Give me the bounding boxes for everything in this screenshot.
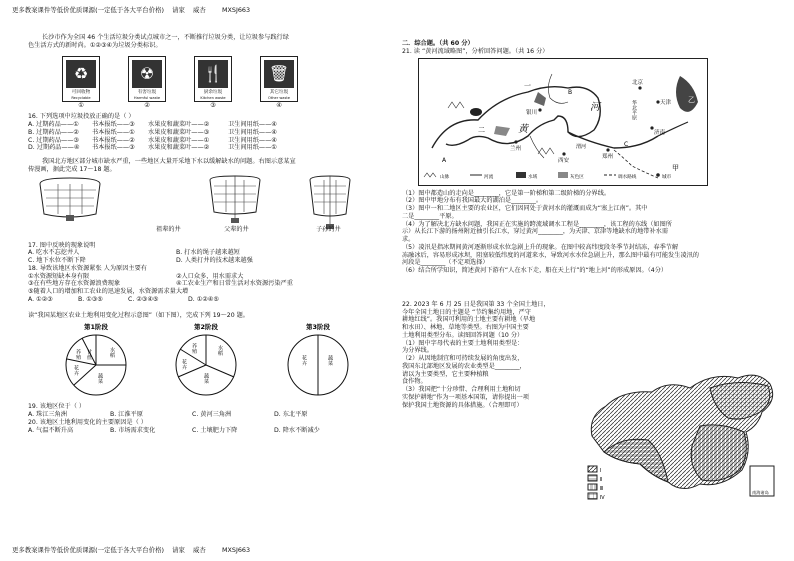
caption-parents-well: 父辈的井 xyxy=(224,225,249,233)
q21-item: （6）结合所学知识，简述黄河下游有“人在水下走，船在天上行”的“地上河”的形成原因。（4分） xyxy=(402,267,668,274)
well-intro-line-1: 我国北方地区部分城市缺水严重，一些地区大量开采地下水以缓解缺水的问题。右图示意某宣 xyxy=(42,158,296,165)
waste-bins xyxy=(62,56,388,110)
pie1-label: 蔬菜 xyxy=(97,373,103,384)
q18-item: ④工农业生产和日常生活对水资源污染严重 xyxy=(176,280,293,288)
q16-option-a xyxy=(28,121,388,129)
city-icon xyxy=(538,108,541,111)
q21-item: （2）图中甲地分布有我国最大的湖泊是________。 xyxy=(402,197,543,205)
q17-option-c: C. 地下水位不断下降 xyxy=(28,257,86,264)
opt: 水果皮和蔬菜叶——① xyxy=(148,136,210,144)
recycle-icon: ♻ xyxy=(66,60,96,88)
q21-item: 二是________平原。 xyxy=(402,212,458,220)
label-lanzhou: 兰州 xyxy=(510,145,522,152)
pie1-label: 养殖 xyxy=(75,349,81,360)
q18 xyxy=(28,265,388,304)
q21-item: 河段是________（不定项选择） xyxy=(402,259,489,267)
q20-option-b: B. 市场需求变化 xyxy=(110,426,156,434)
bin-number: ③ xyxy=(210,101,216,109)
well-intro-line-2: 传漫画，据此完成 17～18 题。 xyxy=(28,165,116,173)
q19 xyxy=(28,403,388,419)
q18-option-a: A. ①②③ xyxy=(28,295,53,303)
bucket-icon xyxy=(66,215,74,221)
label-zhengzhou: 郑州 xyxy=(602,153,614,160)
pie1-label: 花卉 xyxy=(73,365,79,376)
legend-swatch-4 xyxy=(588,493,597,499)
legend-gray-icon xyxy=(558,172,568,178)
q17-option-d: D. 人类打井的技术越来越强 xyxy=(176,257,253,264)
pie1-label: 水稻 xyxy=(109,347,115,358)
legend-label: 城市 xyxy=(662,174,672,180)
legend-label: Ⅱ xyxy=(600,477,603,483)
legend-swatch-3 xyxy=(588,484,597,490)
bin-label: 其它垃圾 xyxy=(269,90,289,96)
caption-children-well: 子孙的井 xyxy=(316,225,341,233)
label-huang: 黄 xyxy=(518,123,528,135)
bin-number: ② xyxy=(144,101,150,109)
q21-item: 求。 xyxy=(402,236,415,243)
q18-item: ⑤随着人口的增加和工农业的迅速发展，水资源需求量大增 xyxy=(28,288,189,295)
q18-item: ③在有些地方存在水资源浪费现象 xyxy=(28,280,121,288)
q21-item: 冻融冰后，容易形成冰坝，阻塞较低纬度的河道来水，导致河水水位急剧上升，那么图中最有可能发生凌汛的 xyxy=(402,251,699,259)
legend-label: Ⅰ xyxy=(600,468,602,474)
q22-line: 实保护耕地”作为一项基本国策，请你提出一项 xyxy=(402,393,529,401)
q18-item: ①水资源短缺本身有限 xyxy=(28,272,90,280)
opt: A. 过期药品——① xyxy=(28,121,79,128)
bin-label: 厨余垃圾 xyxy=(203,90,223,96)
pie3 xyxy=(288,335,348,395)
label-yi: 乙 xyxy=(688,95,695,104)
city-icon xyxy=(638,86,641,89)
label-beijing: 北京 xyxy=(632,79,644,86)
pie2-label: 蔬菜 xyxy=(203,373,209,384)
q20-option-a: A. 气温不断升高 xyxy=(28,426,74,434)
opt: 水果皮和蔬菜叶——② xyxy=(148,144,210,152)
q22-line: 食作物。 xyxy=(402,378,427,386)
q21-stem: 21. 读 “黄河流域略图”，分析回答问题。（共 16 分） xyxy=(402,47,549,55)
opt: D. 过期药品——④ xyxy=(28,144,80,152)
city-icon xyxy=(562,152,565,155)
q20-option-c: C. 土壤肥力下降 xyxy=(192,426,238,434)
pie1-title: 第1阶段 xyxy=(83,323,109,332)
well-parents xyxy=(210,176,260,223)
q20-option-d: D. 降水不断减少 xyxy=(274,426,320,434)
pie2-label: 花卉 xyxy=(181,359,187,370)
city-icon xyxy=(514,140,517,143)
well-children xyxy=(310,176,350,229)
q21-item: （1）图中都造山的走向是________，它是第一阶梯和第二级阶梯的分界线。 xyxy=(402,189,611,197)
caption-grandparents-well: 祖辈的井 xyxy=(156,225,181,233)
bucket-icon xyxy=(231,218,239,223)
legend-label: 河流 xyxy=(484,174,494,180)
q21-item: 示）从长江下游的扬州附近抽引长江水，穿过黄河________，为天津、京津等地缺水的地带补水需 xyxy=(402,228,669,236)
q22-line: （1）图中字母代表的主要土地利用类型是： xyxy=(402,339,524,347)
q22-line: 土地利用类型分布。读图回答问题（10 分） xyxy=(402,331,524,339)
wells-cartoon xyxy=(30,174,360,232)
opt: 卫生间用纸——④ xyxy=(228,121,277,128)
yellow-river-map xyxy=(418,58,708,186)
right-column xyxy=(402,40,782,409)
bin-number: ④ xyxy=(276,101,282,109)
opt: 书本报纸——③ xyxy=(92,144,135,152)
intro-line-1: 长沙市作为全国 46 个生活垃圾分类试点城市之一，不断推行垃圾分类，让垃圾参与践行绿 xyxy=(42,34,289,41)
inset-label: 南海诸岛 xyxy=(752,490,769,495)
bin-recyclable xyxy=(62,56,100,110)
q22-line: 和水田）、林地、草地等类型。右图为中国主要 xyxy=(402,324,529,331)
q16-option-b xyxy=(28,129,388,137)
bin-other xyxy=(260,56,298,110)
label-jinan: 济南 xyxy=(654,129,666,136)
q17 xyxy=(28,242,388,265)
opt: 卫生间用纸——① xyxy=(228,144,277,152)
china-land-use-map xyxy=(582,366,782,518)
legend-label: Ⅲ xyxy=(600,486,604,492)
pie2-label: 水稻 xyxy=(217,345,223,356)
well-intro xyxy=(28,158,388,174)
opt: C. 过期药品——③ xyxy=(28,136,79,144)
pie3-label: 花卉 xyxy=(301,355,307,366)
label-jia: 甲 xyxy=(672,163,679,172)
q19-option-c: C. 黄河三角洲 xyxy=(192,411,232,418)
legend-label: 山脉 xyxy=(440,174,450,180)
opt: 卫生间用纸——④ xyxy=(228,128,277,136)
q19-option-a: A. 珠江三角洲 xyxy=(28,411,67,418)
label-region-1: 一 xyxy=(524,81,531,90)
label-a: A xyxy=(442,156,447,164)
q22-line: 耕地红线”。我国可利用的土地主要有耕地（旱地 xyxy=(402,316,536,324)
legend-swatch-2 xyxy=(588,475,597,481)
label-yinchuan: 银川 xyxy=(526,109,538,116)
label-weihe: 渭河 xyxy=(576,143,587,150)
q16-option-d xyxy=(28,144,388,152)
label-he: 河 xyxy=(590,101,600,113)
opt: 水果皮和蔬菜叶——② xyxy=(148,121,210,128)
q22-line: 为分界线。 xyxy=(402,347,433,355)
pie3-title: 第3阶段 xyxy=(305,323,331,332)
well-captions xyxy=(28,225,388,240)
food-icon: 🍴 xyxy=(198,60,228,88)
label-region-2: 二 xyxy=(478,125,485,134)
q17-stem: 17. 图中反映的现象说明 xyxy=(28,241,96,249)
q22-line: （2）从因地制宜和可持续发展的角度出发， xyxy=(402,355,524,362)
city-icon xyxy=(606,148,609,151)
trash-icon: 🗑 xyxy=(264,60,294,88)
bin-label: 可回收物 xyxy=(71,90,91,96)
opt: 书本报纸——③ xyxy=(92,121,135,128)
pie-intro: 读“我国某地区农业土地利用变化过程示意图”（如下图），完成下列 19～20 题。 xyxy=(28,311,249,319)
q19-option-d: D. 东北平原 xyxy=(274,411,308,418)
page-footer: 更多教案课件等低价优质课源(一定低于各大平台价格) 请家 威杏 MXSJ663 xyxy=(12,546,251,554)
q21-item: （5）凌汛是指冰期间黄河逐渐形成水位急剧上升的现象。在图中较高纬度段冬季节封结冻，春季节解 xyxy=(402,243,679,251)
q17-option-b: B. 打水的绳子越来越短 xyxy=(176,249,240,257)
pie2-title: 第2阶段 xyxy=(193,323,219,332)
opt: B. 过期药品——② xyxy=(28,128,79,136)
legend-label: Ⅳ xyxy=(600,495,605,501)
q18-option-c: C. ②③④⑤ xyxy=(128,295,159,303)
label-c: C xyxy=(624,140,629,148)
q18-option-b: B. ①③⑤ xyxy=(78,295,103,303)
page-header: 更多教案课件等低价优质课源(一定低于各大平台价格) 请家 威杏 MXSJ663 xyxy=(12,6,251,14)
pie3-label: 蔬菜 xyxy=(327,355,333,366)
legend-label: 灰色区 xyxy=(570,174,584,180)
q21-item: （3）图中一和二地区主要的农业区，它们因同处于黄河水的灌溉而成为“塞上江南”。其中 xyxy=(402,205,648,212)
q21-items xyxy=(402,190,782,275)
pie2-label: 养殖 xyxy=(191,343,197,354)
opt: 水果皮和蔬菜叶——③ xyxy=(148,128,210,136)
legend-water-icon xyxy=(516,172,526,178)
q22-text xyxy=(402,301,580,410)
q18-item: ②人口众多，用水需求大 xyxy=(176,272,244,280)
pie1 xyxy=(66,335,126,395)
q22-line: 今年全国土地日的主题是 “节约集约用地，严守 xyxy=(402,308,531,316)
china-map-legend xyxy=(588,466,605,501)
q22-line: 保护我国土地资源的具体措施。（合理即可） xyxy=(402,401,523,409)
pie2 xyxy=(176,335,236,395)
q19-stem: 19. 该地区位于（ ） xyxy=(28,403,86,411)
bin-number: ① xyxy=(78,101,84,109)
bin-sublabel: Recyclable xyxy=(71,96,91,101)
bin-sublabel: Harmful waste xyxy=(133,96,161,101)
q22-line: 请以为主要类型，它主要种植粮 xyxy=(402,370,489,378)
q16 xyxy=(28,113,388,152)
q22-line: 我国东北部地区发展的农业类型是________， xyxy=(402,362,526,370)
opt: 书本报纸——① xyxy=(92,128,135,136)
legend-label: 调水路线 xyxy=(618,174,637,180)
left-column xyxy=(28,34,388,434)
q18-option-d: D. ①②④⑤ xyxy=(188,295,219,303)
q21-item: （4）为了解决北方缺水问题，我国正在实施的跨流域调水工程是________，该工程的东线（如图所 xyxy=(402,220,672,228)
legend-city-icon xyxy=(656,173,660,177)
well-grandparents xyxy=(40,178,100,221)
intro-line-2: 色生活方式的新时尚。①②③④为垃圾分类标识。 xyxy=(28,41,162,49)
q22-line: （3）我国把“十分珍惜、合理利用土地和切 xyxy=(402,386,521,393)
land-use-pies xyxy=(56,321,376,399)
label-north-china-plain: 华北平原 xyxy=(631,99,637,120)
q16-stem: 16. 下列选项中垃圾投放正确的是（ ） xyxy=(28,113,135,121)
bin-sublabel: Kitchen waste xyxy=(200,96,226,101)
bin-harmful xyxy=(128,56,166,110)
opt: 卫生间用纸——④ xyxy=(228,136,277,144)
legend-label: 水域 xyxy=(528,174,538,180)
q17-option-a: A. 吃水不忘挖井人 xyxy=(28,249,80,257)
pie1-label: 甘蔗 xyxy=(86,349,92,360)
opt: 书本报纸——② xyxy=(92,136,135,144)
bin-sublabel: Other waste xyxy=(268,96,290,101)
label-tianjin: 天津 xyxy=(660,99,672,106)
q20 xyxy=(28,419,388,435)
bin-kitchen xyxy=(194,56,232,110)
q18-stem: 18. 导致该地区水资源紧张 人为原因主要有 xyxy=(28,264,147,272)
bin-label: 有害垃圾 xyxy=(137,90,157,96)
lake xyxy=(470,108,482,116)
section-title: 二．综合题。（共 60 分） xyxy=(402,40,474,47)
legend-swatch-1 xyxy=(588,466,597,472)
label-b: B xyxy=(568,88,573,96)
q19-option-b: B. 江淮平原 xyxy=(110,411,143,418)
hazard-icon: ☢ xyxy=(132,60,162,88)
label-xian: 西安 xyxy=(558,157,570,164)
q22-line: 22. 2023 年 6 月 25 日是我国第 33 个全国土地日， xyxy=(402,300,550,308)
q20-stem: 20. 该地区土地利用变化的主要原因是（ ） xyxy=(28,418,147,426)
